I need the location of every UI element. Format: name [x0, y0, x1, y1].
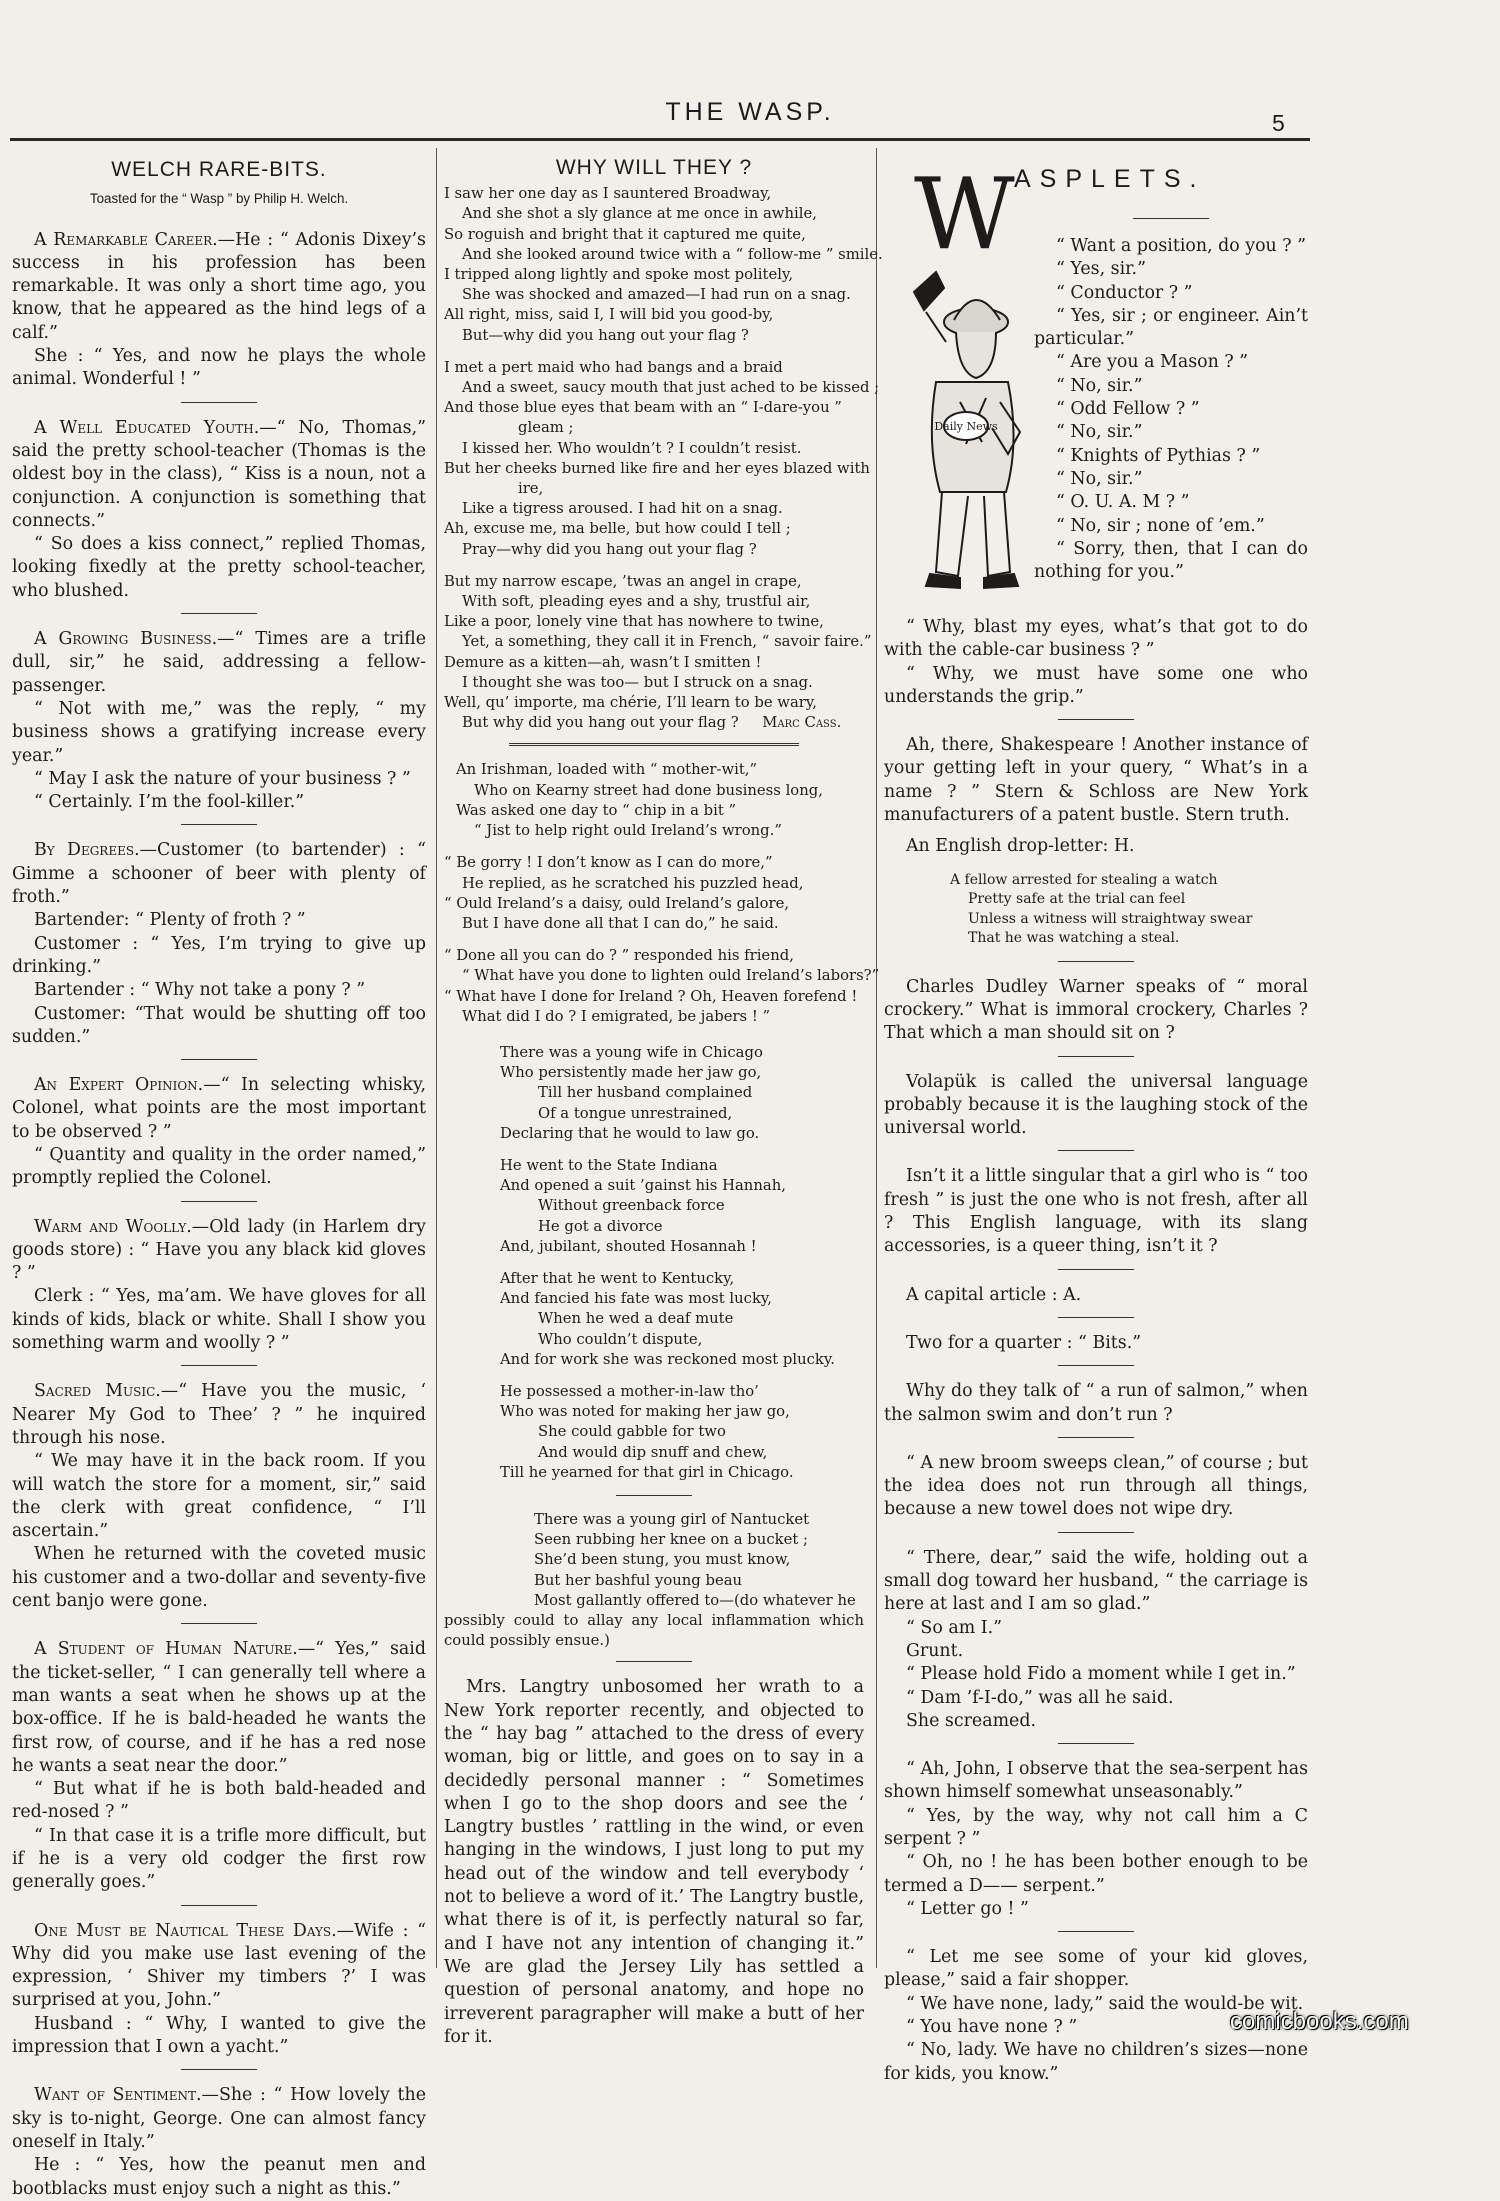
paragraph: Isn’t it a little singular that a girl who is “ too fresh ” is just the one who is not fresh, after all ? This English language, with its slang accessories, is a queer thing, isn’t it ? — [884, 1166, 1308, 1257]
separator — [181, 1201, 257, 1202]
dialogue-line: “ Odd Fellow ? ” — [1056, 399, 1200, 420]
page-number: 5 — [1272, 110, 1285, 136]
poem-stanza: I met a pert maid who had bangs and a braid And a sweet, saucy mouth that just ached to be kissed ; And those blue eyes that beam with an “ I-dare-you ” gleam ; I kissed her. Who wouldn’t ? I couldn’t resist. But her cheeks burned like fire and her eyes blazed with ire, Like a tigress aroused. I had hit on a snag. Ah, excuse me, ma belle, but how could I tell ; Pray—why did you hang out your flag ? — [444, 358, 880, 558]
paragraph: “ Let me see some of your kid gloves, please,” said a fair shopper. — [884, 1947, 1308, 1991]
separator — [1058, 1931, 1134, 1932]
wasplets-dialogue — [1034, 214, 1308, 584]
separator — [181, 1623, 257, 1624]
paragraph: Two for a quarter : “ Bits.” — [906, 1332, 1142, 1353]
column-rule-1 — [436, 148, 437, 1968]
separator — [1058, 1532, 1134, 1533]
poem-stanza: “ Done all you can do ? ” responded his friend, “ What have you done to lighten ould Ireland’s labors?” “ What have I done for Ireland ? Oh, Heaven forefend ! What did I do ? I emigrated, be jabers ! ” — [444, 947, 880, 1025]
separator — [1058, 1056, 1134, 1057]
dialogue-line: “ Are you a Mason ? ” — [1056, 352, 1249, 373]
paragraph: “ Oh, no ! he has been bother enough to be termed a D—— serpent.” — [884, 1852, 1308, 1896]
paragraph: An Expert Opinion.—“ In selecting whisky, Colonel, what points are the most important to be observed ? ” — [12, 1075, 426, 1142]
separator — [181, 824, 257, 825]
paragraph: When he returned with the coveted music his customer and a two-dollar and seventy-five cent banjo were gone. — [12, 1544, 426, 1612]
paragraph: By Degrees.—Customer (to bartender) : “ Gimme a schooner of beer with plenty of froth.” — [12, 840, 426, 908]
separator — [1058, 961, 1134, 962]
limerick: He went to the State Indiana And opened a suit ’gainst his Hannah, Without greenback force He got a divorce And, jubilant, shouted Hosannah ! — [500, 1156, 786, 1255]
separator — [1058, 719, 1134, 720]
paragraph: “ Quantity and quality in the order named,” promptly replied the Colonel. — [12, 1144, 426, 1189]
separator — [181, 402, 257, 403]
limerick: He possessed a mother-in-law tho’ Who was noted for making her jaw go, She could gabble for two And would dip snuff and chew, Till he yearned for that girl in Chicago. — [500, 1382, 794, 1481]
byline: Toasted for the “ Wasp ” by Philip H. Welch. — [89, 191, 349, 207]
article-title: ASPLETS. — [1014, 165, 1206, 193]
poem-stanza: I saw her one day as I sauntered Broadway, And she shot a sly glance at me once in awhile, So roguish and bright that it captured me quite, And she looked around twice with a “ follow-me ” smile. I tripped along lightly and spoke most politely, She was shocked and amazed—I had run on a snag. All right, miss, said I, I will bid you good-by, But—why did you hang out your flag ? — [444, 185, 883, 344]
paragraph: Customer : “ Yes, I’m trying to give up drinking.” — [12, 933, 426, 977]
dialogue-line: “ No, sir ; none of ’em.” — [1056, 515, 1265, 536]
paragraph: Ah, there, Shakespeare ! Another instance of your getting left in your query, “ What’s in a name ? ” Stern & Schloss are New York manufacturers of a patent bustle. Stern truth. — [884, 735, 1308, 826]
paragraph: Customer: “That would be shutting off too sudden.” — [12, 1003, 426, 1047]
paragraph: “ Please hold Fido a moment while I get in.” — [906, 1664, 1296, 1685]
dialogue-line: “ Knights of Pythias ? ” — [1056, 445, 1261, 466]
paragraph: Charles Dudley Warner speaks of “ moral crockery.” What is immoral crockery, Charles ? That which a man should sit on ? — [884, 976, 1308, 1044]
paragraph: Volapük is called the universal language probably because it is the laughing stock of the universal world. — [884, 1071, 1308, 1139]
separator — [1058, 1150, 1134, 1151]
paragraph: “ We have none, lady,” said the would-be wit. — [906, 1993, 1304, 2014]
article-title: WHY WILL THEY ? — [555, 156, 753, 179]
paragraph: “ Ah, John, I observe that the sea-serpent has shown himself somewhat unseasonably.” — [884, 1759, 1308, 1803]
paragraph: She screamed. — [906, 1710, 1037, 1731]
paragraph: A Remarkable Career.—He : “ Adonis Dixey’s success in his profession has been remarkable. It was only a short time ago, you know, that he appeared as the hind legs of a calf.” — [12, 229, 426, 343]
paragraph: “ Dam ’f-I-do,” was all he said. — [906, 1687, 1174, 1708]
separator — [181, 2069, 257, 2070]
paragraph: Want of Sentiment.—She : “ How lovely the sky is to-night, George. One can almost fancy oneself in Italy.” — [12, 2085, 426, 2152]
paragraph: Bartender : “ Why not take a pony ? ” — [34, 980, 366, 1001]
poem-stanza: But my narrow escape, ’twas an angel in crape, With soft, pleading eyes and a shy, trustful air, Like a poor, lonely vine that has nowhere to twine, Yet, a something, they call it in French, “ savoir faire.” Demure as a kitten—ah, wasn’t I smitten ! I thought she was too— but I struck on a snag. Well, qu’ importe, ma chérie, I’ll learn to be wary, But why did you hang out your flag ? Marc Cass. — [444, 572, 872, 732]
paragraph: Mrs. Langtry unbosomed her wrath to a New York reporter recently, and objected to the “ hay bag ” attached to the dress of every woman, big or little, and goes on to say in a decidedly personal manner : “ Sometimes when I go to the shop doors and see the ‘ Langtry bustles ’ rattling in the wind, or even hanging in the windows, I just long to put my head out of the window and tell everybody ‘ not to believe a word of it.’ The Langtry bustle, what there is of it, is perfectly natural so far, and I have not any intention of changing it.” We are glad the Jersey Lily has settled a question of personal anatomy, and hope no irreverent paragrapher will make a butt of her for it. — [444, 1677, 864, 2047]
dialogue-line: “ Conductor ? ” — [1056, 282, 1193, 303]
paragraph: “ So am I.” — [906, 1617, 1003, 1638]
title-initial: W — [914, 158, 1015, 272]
paragraph: Sacred Music.—“ Have you the music, ‘ Nearer My God to Thee’ ? ” he inquired through his nose. — [12, 1381, 426, 1448]
paragraph: She : “ Yes, and now he plays the whole animal. Wonderful ! ” — [12, 346, 426, 390]
dialogue-line: “ Why, we must have some one who understands the grip.” — [884, 663, 1308, 707]
cartoon-sign-text: Daily News — [934, 420, 998, 433]
paragraph: “ Yes, by the way, why not call him a C serpent ? ” — [884, 1805, 1308, 1849]
wasplets-header — [884, 152, 1308, 652]
header-rule — [10, 138, 1310, 141]
paragraph: “ No, lady. We have no children’s sizes—none for kids, you know.” — [884, 2040, 1308, 2084]
separator — [1133, 218, 1209, 219]
paragraph: One Must be Nautical These Days.—Wife : “ Why did you make use last evening of the expression, ‘ Shiver my timbers ?’ I was surprised at you, John.” — [12, 1920, 426, 2011]
paragraph: Why do they talk of “ a run of salmon,” when the salmon swim and don’t run ? — [884, 1381, 1308, 1425]
paragraph: “ But what if he is both bald-headed and red-nosed ? ” — [12, 1779, 426, 1823]
paragraph: “ We may have it in the back room. If you will watch the store for a moment, sir,” said the clerk with great confidence, “ I’ll ascertain.” — [12, 1451, 426, 1542]
separator — [181, 1905, 257, 1906]
paragraph: Grunt. — [906, 1640, 964, 1661]
dialogue-line: “ Sorry, then, that I can do nothing for you.” — [1034, 538, 1308, 583]
limerick-ending: possibly could to allay any local inflammation which could possibly ensue.) — [444, 1612, 864, 1650]
dialogue-line: “ Yes, sir.” — [1056, 259, 1146, 280]
paragraph: “ In that case it is a trifle more difficult, but if he is a very old codger the first row generally goes.” — [12, 1825, 426, 1893]
paragraph: “ Certainly. I’m the fool-killer.” — [34, 792, 305, 813]
paragraph: A Student of Human Nature.—“ Yes,” said the ticket-seller, “ I can generally tell where a man wants a seat when he shows up at the box-office. If he is bald-headed he wants the first row, of course, and if he has a red nose he wants a seat near the door.” — [12, 1639, 426, 1776]
paragraph: A Growing Business.—“ Times are a trifle dull, sir,” he said, addressing a fellow-passenger. — [12, 629, 426, 696]
dialogue-line: “ O. U. A. M ? ” — [1056, 492, 1190, 513]
separator — [181, 613, 257, 614]
limerick: There was a young wife in Chicago Who persistently made her jaw go, Till her husband complained Of a tongue unrestrained, Declaring that he would to law go. — [500, 1043, 763, 1142]
paragraph: “ Not with me,” was the reply, “ my business shows a gratifying increase every year.” — [12, 698, 426, 766]
paragraph: “ There, dear,” said the wife, holding out a small dog toward her husband, “ the carriage is here at last and I am so glad.” — [884, 1547, 1308, 1615]
separator — [1058, 1269, 1134, 1270]
column-why-will-they — [444, 152, 883, 2049]
poem-stanza: “ Be gorry ! I don’t know as I can do more,” He replied, as he scratched his puzzled head, “ Ould Ireland’s a daisy, ould Ireland’s galore, But I have done all that I can do,” he said. — [444, 854, 804, 932]
paragraph: He : “ Yes, how the peanut men and bootblacks must enjoy such a night as this.” — [12, 2155, 426, 2199]
dialogue-line: “ No, sir.” — [1056, 375, 1143, 396]
double-separator — [509, 743, 799, 746]
column-welch-rare-bits — [12, 152, 426, 2201]
limerick: There was a young girl of Nantucket Seen rubbing her knee on a bucket ; She’d been stung, you must know, But her bashful young beau Most gallantly offered to—(do whatever he — [534, 1510, 856, 1609]
paragraph: “ A new broom sweeps clean,” of course ; but the idea does not run through all things, because a new towel does not wipe dry. — [884, 1452, 1308, 1520]
dialogue-line: “ Yes, sir ; or engineer. Ain’t particular.” — [1034, 305, 1308, 350]
separator — [1058, 1743, 1134, 1744]
masthead: THE WASP. — [665, 98, 835, 126]
dialogue-line: “ No, sir.” — [1056, 468, 1143, 489]
separator — [616, 1495, 692, 1496]
dialogue-line: “ Want a position, do you ? ” — [1056, 236, 1307, 256]
column-rule-2 — [876, 148, 877, 1968]
paragraph: Bartender: “ Plenty of froth ? ” — [34, 910, 306, 931]
separator — [616, 1661, 692, 1662]
limerick: After that he went to Kentucky, And fancied his fate was most lucky, When he wed a deaf mute Who couldn’t dispute, And for work she was reckoned most plucky. — [500, 1269, 835, 1368]
paragraph: An English drop-letter: H. — [906, 836, 1135, 857]
separator — [1058, 1317, 1134, 1318]
watermark: comicbooks.com — [1230, 2008, 1409, 2035]
paragraph: “ Letter go ! ” — [906, 1898, 1029, 1919]
poem-stanza: An Irishman, loaded with “ mother-wit,” Who on Kearny street had done business long, Was asked one day to “ chip in a bit ” “ Jist to help right ould Ireland’s wrong.” — [456, 761, 823, 840]
paragraph: “ May I ask the nature of your business ? ” — [34, 768, 411, 789]
separator — [1058, 1365, 1134, 1366]
article-title: WELCH RARE-BITS. — [111, 158, 327, 181]
paragraph: Husband : “ Why, I wanted to give the impression that I own a yacht.” — [12, 2013, 426, 2058]
dialogue-line: “ No, sir.” — [1056, 422, 1143, 443]
separator — [1058, 1437, 1134, 1438]
signature: Marc Cass. — [762, 714, 842, 732]
dialogue-line: “ Why, blast my eyes, what’s that got to do with the cable-car business ? ” — [884, 617, 1308, 661]
separator — [181, 1365, 257, 1366]
paragraph: “ You have none ? ” — [906, 2017, 1078, 2038]
paragraph: A Well Educated Youth.—“ No, Thomas,” said the pretty school-teacher (Thomas is the oldest boy in the class), “ Kiss is a noun, not a conjunction. A conjunction is something that connects.” — [12, 417, 426, 531]
newsboy-cartoon-illustration — [896, 192, 1026, 602]
paragraph: A capital article : A. — [906, 1284, 1082, 1305]
separator — [181, 1059, 257, 1060]
paragraph: Warm and Woolly.—Old lady (in Harlem dry goods store) : “ Have you any black kid gloves ? ” — [12, 1216, 426, 1284]
column-wasplets — [884, 152, 1308, 2086]
paragraph: “ So does a kiss connect,” replied Thomas, looking fixedly at the pretty school-teacher, who blushed. — [12, 534, 426, 601]
poem-stanza: A fellow arrested for stealing a watch Pretty safe at the trial can feel Unless a witness will straightway swear That he was watching a steal. — [950, 871, 1253, 947]
paragraph: Clerk : “ Yes, ma’am. We have gloves for all kinds of kids, black or white. Shall I show you something warm and woolly ? ” — [12, 1286, 426, 1354]
